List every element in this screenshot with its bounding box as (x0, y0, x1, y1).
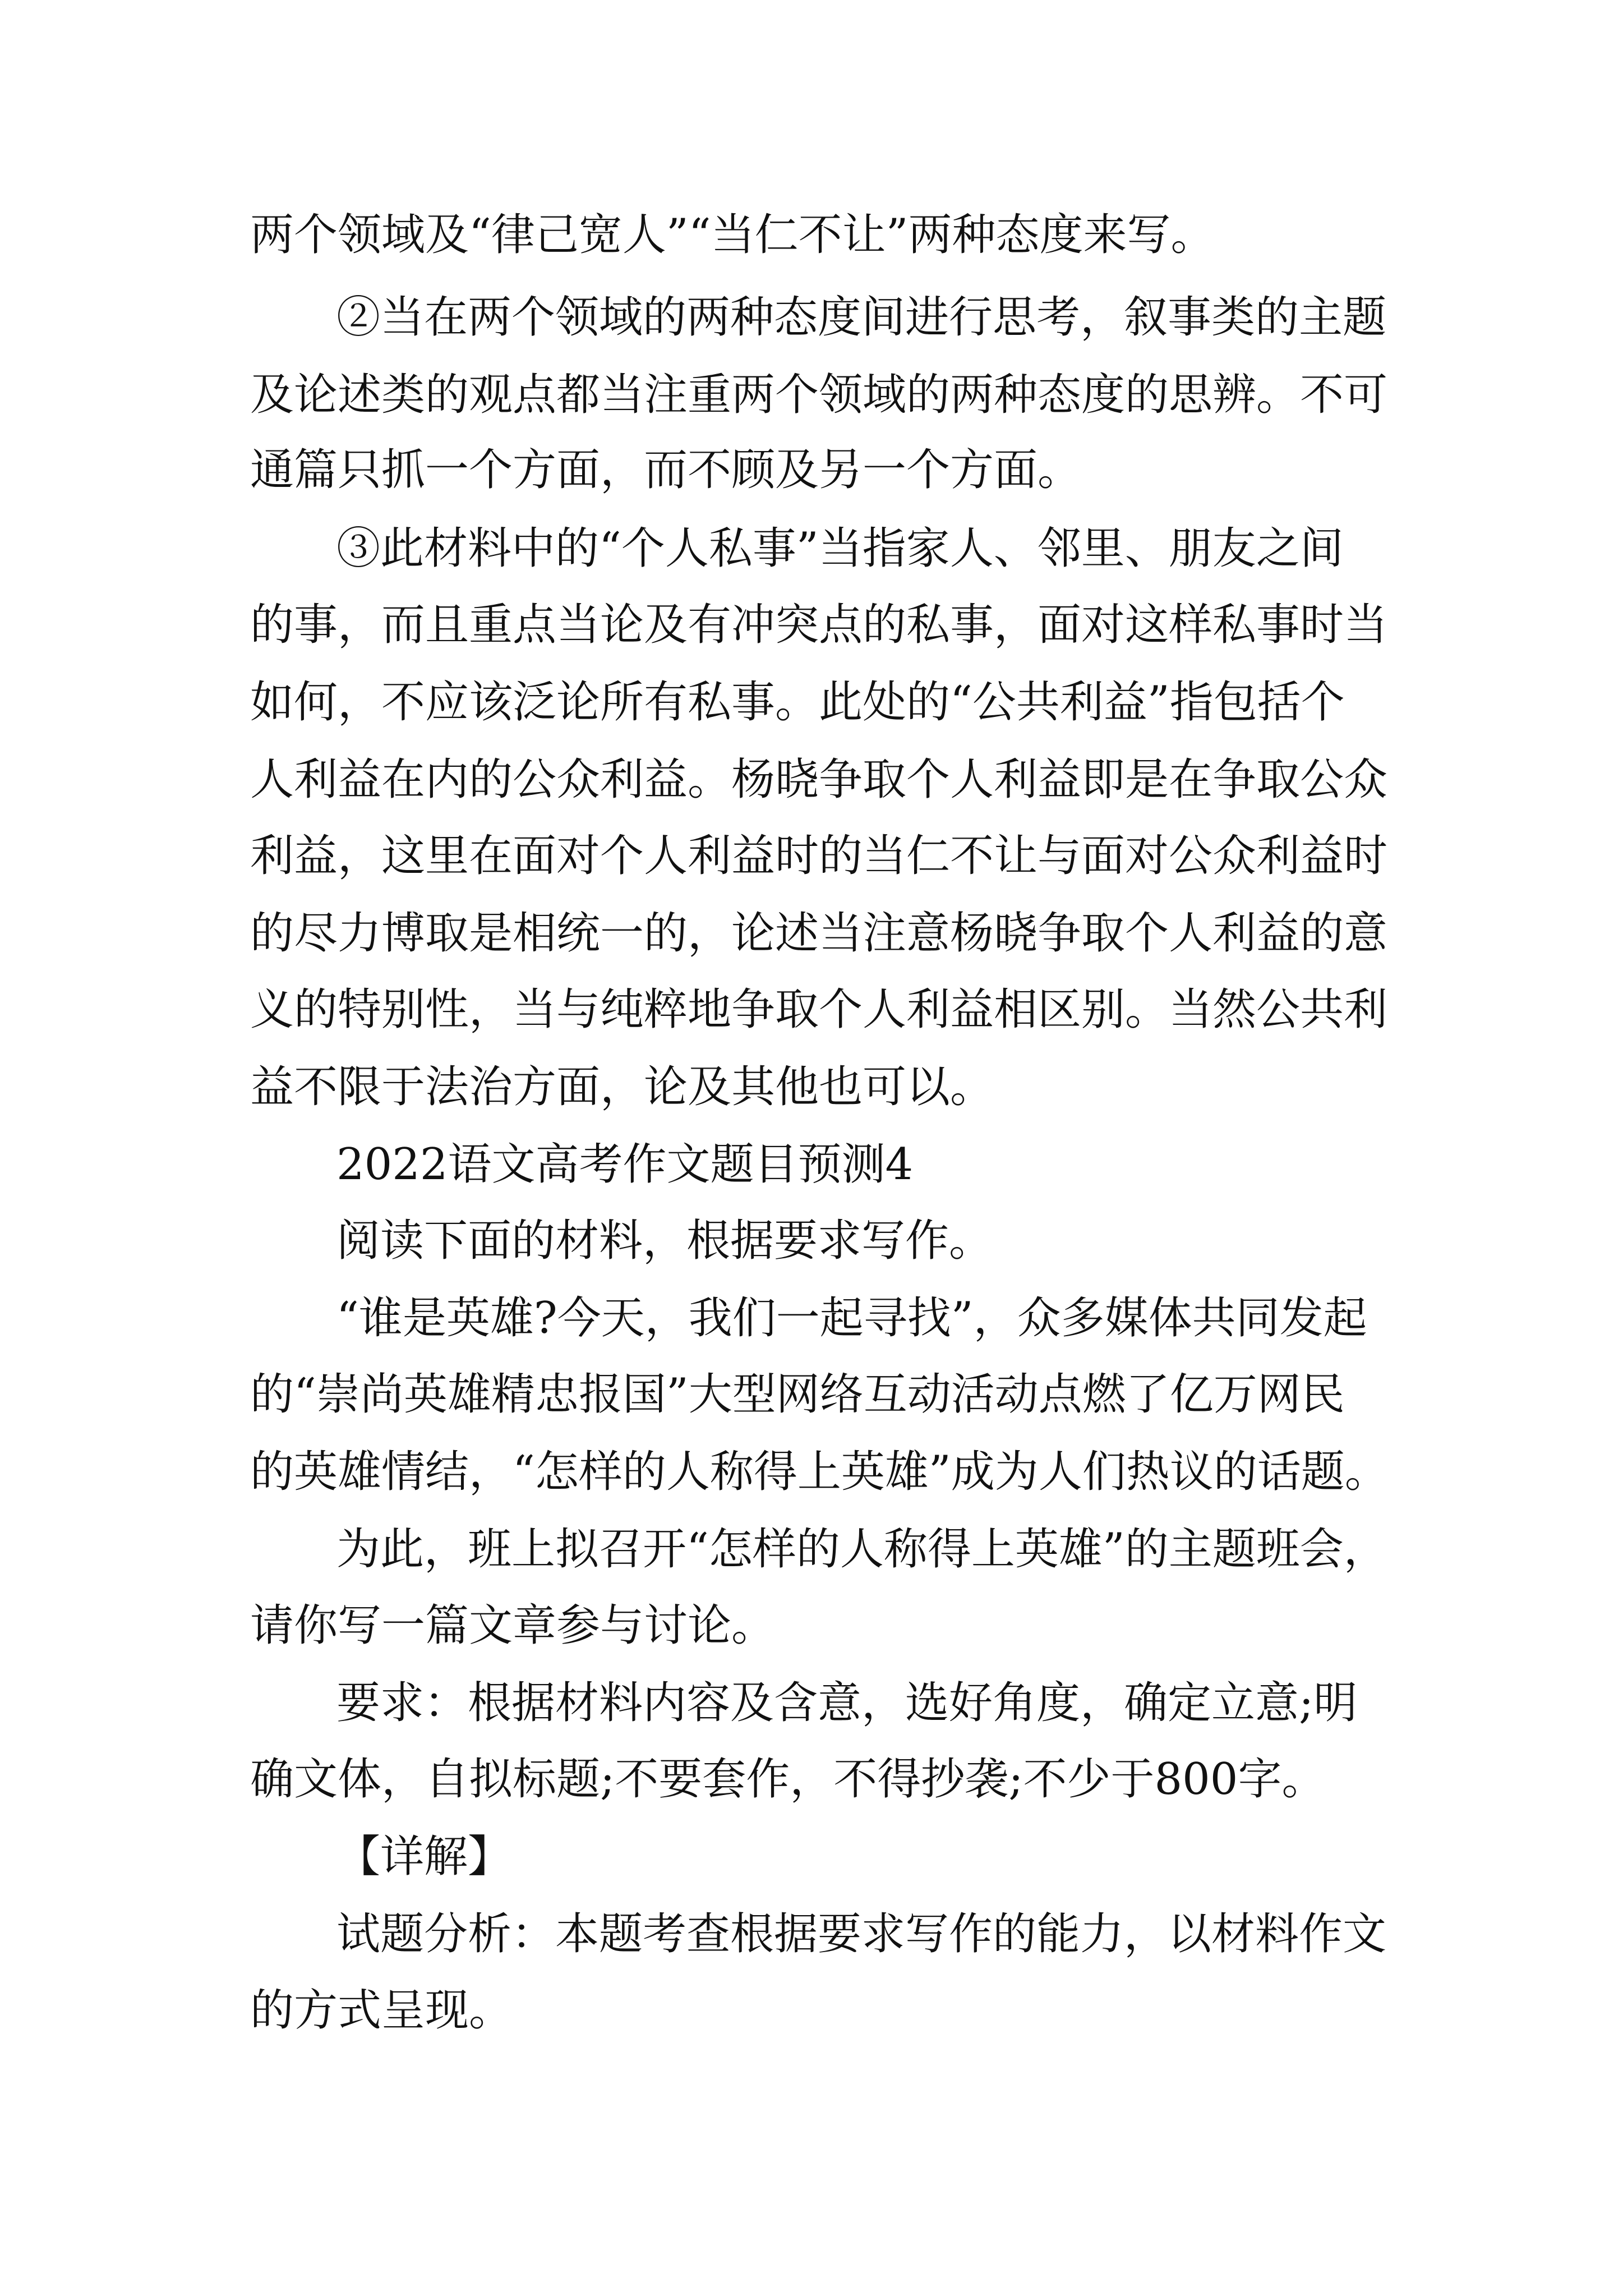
section-label: 【详解】 (336, 1832, 512, 1882)
paragraph-line: 的英雄情结，“怎样的人称得上英雄”成为人们热议的话题。 (250, 1447, 1389, 1497)
paragraph-line: ③此材料中的“个人私事”当指家人、邻里、朋友之间 (336, 523, 1344, 574)
paragraph-line: “谁是英雄?今天，我们一起寻找”，众多媒体共同发起 (336, 1293, 1367, 1343)
paragraph-line: 为此，班上拟召开“怎样的人称得上英雄”的主题班会， (336, 1524, 1387, 1575)
paragraph-line: 的尽力博取是相统一的，论述当注意杨晓争取个人利益的意 (250, 908, 1388, 959)
paragraph-line: 的事，而且重点当论及有冲突点的私事，面对这样私事时当 (250, 600, 1388, 650)
paragraph-line: 的“崇尚英雄精忠报国”大型网络互动活动点燃了亿万网民 (250, 1369, 1345, 1420)
paragraph-line: ②当在两个领域的两种态度间进行思考，叙事类的主题 (336, 292, 1387, 343)
paragraph-line: 人利益在内的公众利益。杨晓争取个人利益即是在争取公众 (250, 754, 1388, 805)
paragraph-line: 的方式呈现。 (250, 1985, 513, 2036)
paragraph-line: 及论述类的观点都当注重两个领域的两种态度的思辨。不可 (250, 370, 1388, 420)
paragraph-line: 阅读下面的材料，根据要求写作。 (336, 1216, 993, 1266)
paragraph-line: 如何，不应该泛论所有私事。此处的“公共利益”指包括个 (250, 677, 1345, 728)
paragraph-line: 要求：根据材料内容及含意，选好角度，确定立意;明 (336, 1678, 1358, 1728)
paragraph-line: 通篇只抓一个方面，而不顾及另一个方面。 (250, 445, 1082, 495)
paragraph-line: 利益，这里在面对个人利益时的当仁不让与面对公众利益时 (250, 831, 1388, 881)
section-heading: 2022语文高考作文题目预测4 (336, 1139, 914, 1190)
paragraph-line: 请你写一篇文章参与讨论。 (250, 1600, 776, 1651)
paragraph-line: 试题分析：本题考查根据要求写作的能力，以材料作文 (336, 1909, 1387, 1959)
paragraph-line: 两个领域及“律己宽人”“当仁不让”两种态度来写。 (250, 210, 1215, 260)
paragraph-line: 确文体，自拟标题;不要套作，不得抄袭;不少于800字。 (250, 1754, 1326, 1805)
paragraph-line: 益不限于法治方面，论及其他也可以。 (250, 1062, 994, 1112)
paragraph-line: 义的特别性，当与纯粹地争取个人利益相区别。当然公共利 (250, 984, 1388, 1035)
